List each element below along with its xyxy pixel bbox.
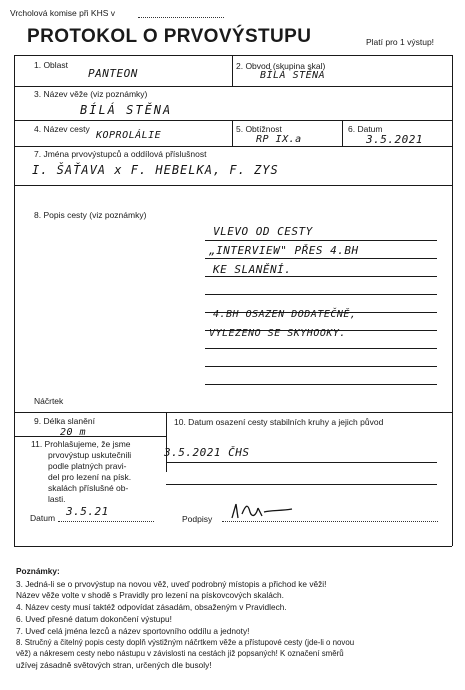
desc-rule-8 bbox=[205, 366, 437, 367]
frame-bottom bbox=[14, 546, 452, 547]
row4-bottom bbox=[14, 146, 452, 147]
description-line-3: KE SLANĚNÍ. bbox=[213, 263, 292, 276]
area-value: PANTEON bbox=[88, 67, 138, 80]
desc-rule-2 bbox=[205, 258, 437, 259]
desc-rule-4 bbox=[205, 294, 437, 295]
signatures-label: Podpisy bbox=[182, 514, 213, 524]
rappel-label: 9. Délka slanění bbox=[34, 416, 95, 426]
route-label: 4. Název cesty bbox=[34, 124, 90, 134]
commission-label: Vrcholová komise při KHS v bbox=[10, 8, 116, 18]
declaration-line-3: podle platných pravi- bbox=[48, 461, 127, 471]
signature-date-line bbox=[58, 521, 154, 522]
handwritten-signature bbox=[228, 500, 298, 522]
row1-bottom bbox=[14, 86, 452, 87]
climbers-value: I. ŠAŤAVA x F. HEBELKA, F. ZYS bbox=[32, 163, 279, 177]
grade-value: RP IX.a bbox=[256, 134, 302, 145]
row1-divider bbox=[232, 55, 233, 86]
note-item: 7. Uveď celá jména lezců a název sportovního oddílu a jednoty! bbox=[16, 626, 250, 636]
desc-rule-7 bbox=[205, 348, 437, 349]
declaration-line-6: lasti. bbox=[48, 494, 66, 504]
declaration-line-4: del pro lezení na písk. bbox=[48, 472, 132, 482]
anchors-rule-2 bbox=[166, 484, 437, 485]
note-item: 3. Jedná-li se o prvovýstup na novou věž, uveď podrobný místopis a přichod ke věži! bbox=[16, 579, 327, 589]
row3-bottom bbox=[14, 120, 452, 121]
note-item: 4. Název cesty musí taktéž odpovídat zásadám, obsaženým v Pravidlech. bbox=[16, 602, 287, 612]
description-line-1: VLEVO OD CESTY bbox=[213, 225, 313, 238]
form-title: PROTOKOL O PRVOVÝSTUPU bbox=[27, 26, 312, 47]
tower-value: BÍLÁ STĚNA bbox=[80, 103, 173, 117]
note-item: užívej zásadně světových stran, určených dle busoly! bbox=[16, 660, 212, 670]
district-value: BÍLÁ STĚNA bbox=[260, 70, 326, 81]
climbers-label: 7. Jména prvovýstupců a oddílová příslušnost bbox=[34, 149, 207, 159]
route-value: KOPROLÁLIE bbox=[96, 130, 162, 141]
description-line-5: VYLEZENO SE SKYHOOKY. bbox=[209, 328, 346, 339]
row4-divider-b bbox=[342, 120, 343, 146]
declaration-line-1: 11. Prohlašujeme, že jsme bbox=[31, 439, 131, 449]
rappel-bottom bbox=[14, 436, 166, 437]
signature-date-label: Datum bbox=[30, 513, 56, 523]
rappel-value: 20 m bbox=[60, 427, 87, 438]
grade-label: 5. Obtížnost bbox=[236, 124, 282, 134]
declaration-line-5: skalách příslušné ob- bbox=[48, 483, 129, 493]
frame-left bbox=[14, 55, 15, 546]
desc-rule-1 bbox=[205, 240, 437, 241]
desc-rule-9 bbox=[205, 384, 437, 385]
validity-note: Platí pro 1 výstup! bbox=[366, 37, 435, 47]
row8-bottom bbox=[14, 412, 452, 413]
note-item: 6. Uveď přesné datum dokončení výstupu! bbox=[16, 614, 172, 624]
sketch-label: Náčrtek bbox=[34, 396, 64, 406]
anchors-value: 3.5.2021 ČHS bbox=[164, 446, 250, 459]
frame-top bbox=[14, 55, 452, 56]
area-label: 1. Oblast bbox=[34, 60, 69, 70]
declaration-line-2: prvovýstup uskutečnili bbox=[48, 450, 132, 460]
note-item: věž) a nákresem cesty nebo nástupu v závislosti na cestách již popsaných! K označení směrů bbox=[16, 649, 344, 658]
row4-divider-a bbox=[232, 120, 233, 146]
description-line-4: 4.BH OSAZEN DODATEČNĚ, bbox=[213, 309, 357, 320]
tower-label: 3. Název věže (viz poznámky) bbox=[34, 89, 148, 99]
date-value: 3.5.2021 bbox=[366, 133, 423, 146]
commission-fill-line bbox=[138, 17, 224, 18]
frame-right bbox=[452, 55, 453, 546]
district-label: 2. Obvod (skupina skal) bbox=[236, 61, 326, 71]
date-label: 6. Datum bbox=[348, 124, 383, 134]
note-item: Název věže volte v shodě s Pravidly pro lezení na pískovcových skalách. bbox=[16, 590, 284, 600]
anchors-label: 10. Datum osazení cesty stabilních kruhy a jejich původ bbox=[174, 417, 384, 427]
description-line-2: „INTERVIEW" PŘES 4.BH bbox=[209, 244, 359, 257]
note-item: 8. Stručný a čitelný popis cesty doplň výstižným náčrtkem věže a přístupové cesty (jde-li o novou bbox=[16, 638, 355, 647]
desc-rule-3 bbox=[205, 276, 437, 277]
anchors-rule-1 bbox=[166, 462, 437, 463]
signature-date-value: 3.5.21 bbox=[66, 505, 109, 518]
row7-bottom bbox=[14, 185, 452, 186]
row9-divider bbox=[166, 412, 167, 472]
description-label: 8. Popis cesty (viz poznámky) bbox=[34, 210, 147, 220]
notes-heading: Poznámky: bbox=[16, 566, 60, 576]
